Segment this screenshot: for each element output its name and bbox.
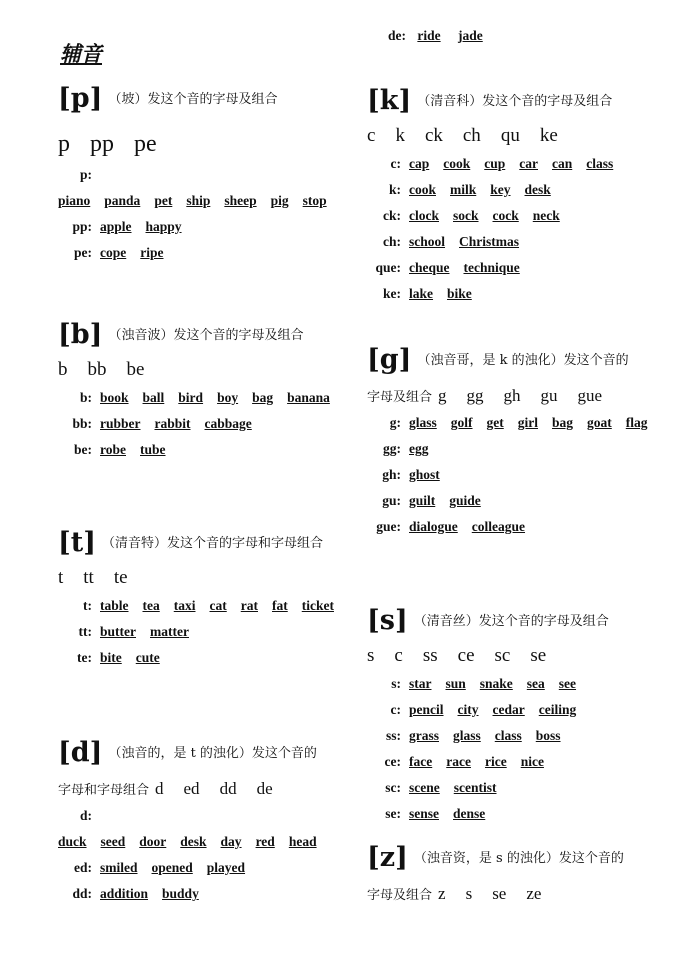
word: egg [409,441,429,456]
phonetic-symbol: [p] [58,83,103,114]
word: pig [270,193,289,208]
word-row [367,514,667,540]
word: glass [453,728,481,743]
section-b [58,320,358,463]
spelling: ck [424,125,443,146]
continued-text: 字母及组合 [367,888,433,903]
spelling: c [367,125,376,146]
spelling: ed [183,779,200,798]
section-description: （浊音波）发这个音的字母及组合 [108,328,304,343]
word: desk [524,182,551,197]
word-row [58,162,358,214]
word: cute [135,650,160,665]
word-row [367,255,667,281]
word-row [367,203,667,229]
word: sun [445,676,466,691]
section-t [58,528,358,671]
word: clock [409,208,439,223]
word-row [367,177,667,203]
spelling-list [58,131,358,158]
word-row [367,410,667,436]
word: Christmas [459,234,520,249]
spelling: se [530,645,547,666]
row-label: ed: [74,860,92,875]
spelling: pe [134,131,157,157]
word: happy [145,219,182,234]
word-row [367,229,667,255]
section-z [367,843,667,904]
word: panda [104,193,141,208]
word-row [58,240,358,266]
word: race [446,754,471,769]
word: boy [217,390,239,405]
word-row [367,436,667,462]
row-label: tt: [78,624,92,639]
word: car [519,156,538,171]
word-rows [58,385,358,463]
word: ghost [409,467,440,482]
word: buddy [162,886,199,901]
word-row [58,437,358,463]
spelling: gu [540,386,558,405]
word: pencil [409,702,444,717]
word: pet [154,193,173,208]
word: guide [449,493,481,508]
section-description-continued [367,884,667,904]
row-label: c: [390,702,401,717]
word: technique [463,260,520,275]
row-label: k: [388,182,401,197]
phonetic-symbol: [z] [367,842,408,873]
section-d [58,738,358,907]
word: fat [272,598,288,613]
section-description: （清音科）发这个音的字母及组合 [417,94,613,109]
section-description-continued [58,779,358,799]
word: table [100,598,129,613]
word: ripe [140,245,164,260]
word: matter [150,624,189,639]
word-row [58,593,358,619]
word: cat [209,598,227,613]
spelling: te [113,567,128,588]
word: see [558,676,577,691]
spelling: be [126,359,145,380]
section-description: （清音丝）发这个音的字母及组合 [413,614,609,629]
section-description-continued [367,386,667,406]
word: guilt [409,493,436,508]
spelling: s [465,884,473,903]
spelling: qu [500,125,520,146]
spelling: pp [90,131,114,157]
word: girl [517,415,539,430]
row-label: dd: [72,886,92,901]
word: ball [142,390,165,405]
section-description: （浊音的，是 t 的浊化）发这个音的 [108,746,317,761]
phonetic-symbol: [g] [367,344,412,375]
spelling-list [438,884,561,903]
word: head [288,834,317,849]
word: rubber [100,416,141,431]
row-label: ce: [384,754,401,769]
word: city [457,702,479,717]
word: colleague [471,519,526,534]
word-row [367,462,667,488]
word: cap [409,156,430,171]
word-row [367,749,667,775]
word-row [367,488,667,514]
section-header [367,86,667,119]
word: sheep [224,193,257,208]
spelling: k [395,125,405,146]
word: stop [302,193,327,208]
row-label: ss: [385,728,401,743]
word: cook [409,182,436,197]
row-label: ck: [383,208,401,223]
word: day [220,834,242,849]
row-label: d: [79,808,92,823]
word: cedar [492,702,525,717]
word: red [255,834,275,849]
spelling: ke [539,125,558,146]
spelling: gg [466,386,484,405]
spelling: s [367,645,375,666]
word-row [58,411,358,437]
word: ship [186,193,211,208]
spelling: g [438,386,447,405]
spelling: ze [526,884,542,903]
spelling: t [58,567,64,588]
phonetic-symbol: [s] [367,605,408,636]
word: class [586,156,614,171]
spelling: b [58,359,68,380]
word: golf [450,415,473,430]
word: key [490,182,511,197]
word: addition [100,886,149,901]
word: taxi [173,598,196,613]
word-rows [367,410,667,540]
section-header [58,320,358,353]
section-header [58,528,358,561]
page-title: 辅音 [60,41,102,66]
word: tea [142,598,160,613]
spelling-list [367,645,667,667]
word: get [486,415,504,430]
spelling: ce [457,645,475,666]
row-label: pp: [72,219,92,234]
word: cabbage [204,416,252,431]
word-rows [367,671,667,827]
spelling-list [438,386,622,405]
word: scene [409,780,440,795]
word: jade [458,28,483,43]
word: smiled [100,860,138,875]
word: butter [100,624,136,639]
spelling-list [367,125,667,147]
row-label: c: [390,156,401,171]
spelling: z [438,884,446,903]
spelling: dd [219,779,237,798]
row-label: p: [79,167,92,182]
section-s [367,606,667,827]
word: rat [240,598,258,613]
word: bike [447,286,472,301]
row-label: ch: [383,234,401,249]
word-row [58,619,358,645]
word: neck [532,208,560,223]
word: class [494,728,522,743]
row-label: s: [391,676,401,691]
spelling: ch [462,125,481,146]
phonetic-symbol: [d] [58,737,103,768]
word: sea [526,676,545,691]
word: goat [587,415,612,430]
word: boss [535,728,561,743]
word: dialogue [409,519,458,534]
continued-text: 字母和字母组合 [58,783,150,798]
word-row [367,775,667,801]
section-p [58,84,358,266]
word: bag [252,390,274,405]
spelling: bb [87,359,107,380]
word: milk [450,182,477,197]
row-label: gg: [383,441,401,456]
continued-text: 字母及组合 [367,390,433,405]
word: scentist [453,780,497,795]
word-row [58,214,358,240]
spelling: c [394,645,403,666]
word: played [206,860,246,875]
top-right-row [372,23,497,49]
word: cup [484,156,506,171]
spelling: p [58,131,70,157]
word: snake [479,676,513,691]
word: bird [178,390,204,405]
row-label: bb: [72,416,92,431]
section-description: （浊音资，是 s 的浊化）发这个音的 [413,851,624,866]
word-row [58,855,358,881]
word: face [409,754,433,769]
spelling-list [58,359,358,381]
word: bag [552,415,574,430]
word: dense [453,806,486,821]
section-g [367,345,667,540]
row-label: sc: [385,780,401,795]
spelling: sc [494,645,511,666]
word: seed [100,834,126,849]
word: ride [417,28,441,43]
spelling: ss [422,645,438,666]
row-label: te: [77,650,92,665]
row-label: be: [74,442,92,457]
row-label: t: [83,598,92,613]
word: rabbit [154,416,191,431]
phonetic-symbol: [b] [58,319,103,350]
word-rows [58,803,358,907]
word: tube [140,442,166,457]
spelling: gh [503,386,521,405]
row-label: de: [388,28,406,43]
word: robe [100,442,126,457]
section-description: （浊音哥，是 k 的浊化）发这个音的 [417,353,629,368]
section-header [367,345,667,378]
section-header [58,84,358,117]
section-description: （清音特）发这个音的字母和字母组合 [102,536,324,551]
word: cook [443,156,471,171]
word: ticket [301,598,334,613]
spelling-list [58,567,358,589]
word: can [552,156,573,171]
section-description: （坡）发这个音的字母及组合 [108,92,278,107]
spelling: tt [83,567,94,588]
row-label: ke: [383,286,401,301]
word: apple [100,219,132,234]
spelling: de [256,779,273,798]
word-row [58,385,358,411]
word: duck [58,834,87,849]
row-label: gh: [382,467,401,482]
word: star [409,676,432,691]
word: bite [100,650,122,665]
word-rows [367,151,667,307]
word-row [367,723,667,749]
word: book [100,390,129,405]
word: cope [100,245,127,260]
word: rice [484,754,507,769]
word: cheque [409,260,450,275]
word-row [367,801,667,827]
word: desk [180,834,207,849]
row-label: g: [389,415,401,430]
word-row [367,671,667,697]
word: school [409,234,446,249]
spelling: gue [577,386,603,405]
word: glass [409,415,437,430]
word-row [58,645,358,671]
section-header [58,738,358,771]
phonetic-symbol: [t] [58,527,97,558]
spelling: se [492,884,507,903]
row-label: gue: [376,519,401,534]
word: cock [492,208,519,223]
word-row [367,281,667,307]
word: flag [625,415,648,430]
section-k [367,86,667,307]
row-label: pe: [74,245,92,260]
word: door [139,834,167,849]
word: grass [409,728,439,743]
spelling: d [155,779,164,798]
row-label: que: [375,260,401,275]
section-header [367,843,667,876]
word: piano [58,193,91,208]
word: opened [151,860,193,875]
word: sense [409,806,439,821]
word: nice [520,754,544,769]
word: sock [453,208,479,223]
word: ceiling [538,702,577,717]
row-label: gu: [382,493,401,508]
word-row [367,697,667,723]
word: lake [409,286,434,301]
row-label: b: [79,390,92,405]
phonetic-symbol: [k] [367,85,412,116]
section-header [367,606,667,639]
word-row [367,151,667,177]
word: banana [287,390,330,405]
row-label: se: [385,806,401,821]
word-rows [58,593,358,671]
word-row [58,881,358,907]
word-row [58,803,358,855]
spelling-list [155,779,293,798]
word-rows [58,162,358,266]
